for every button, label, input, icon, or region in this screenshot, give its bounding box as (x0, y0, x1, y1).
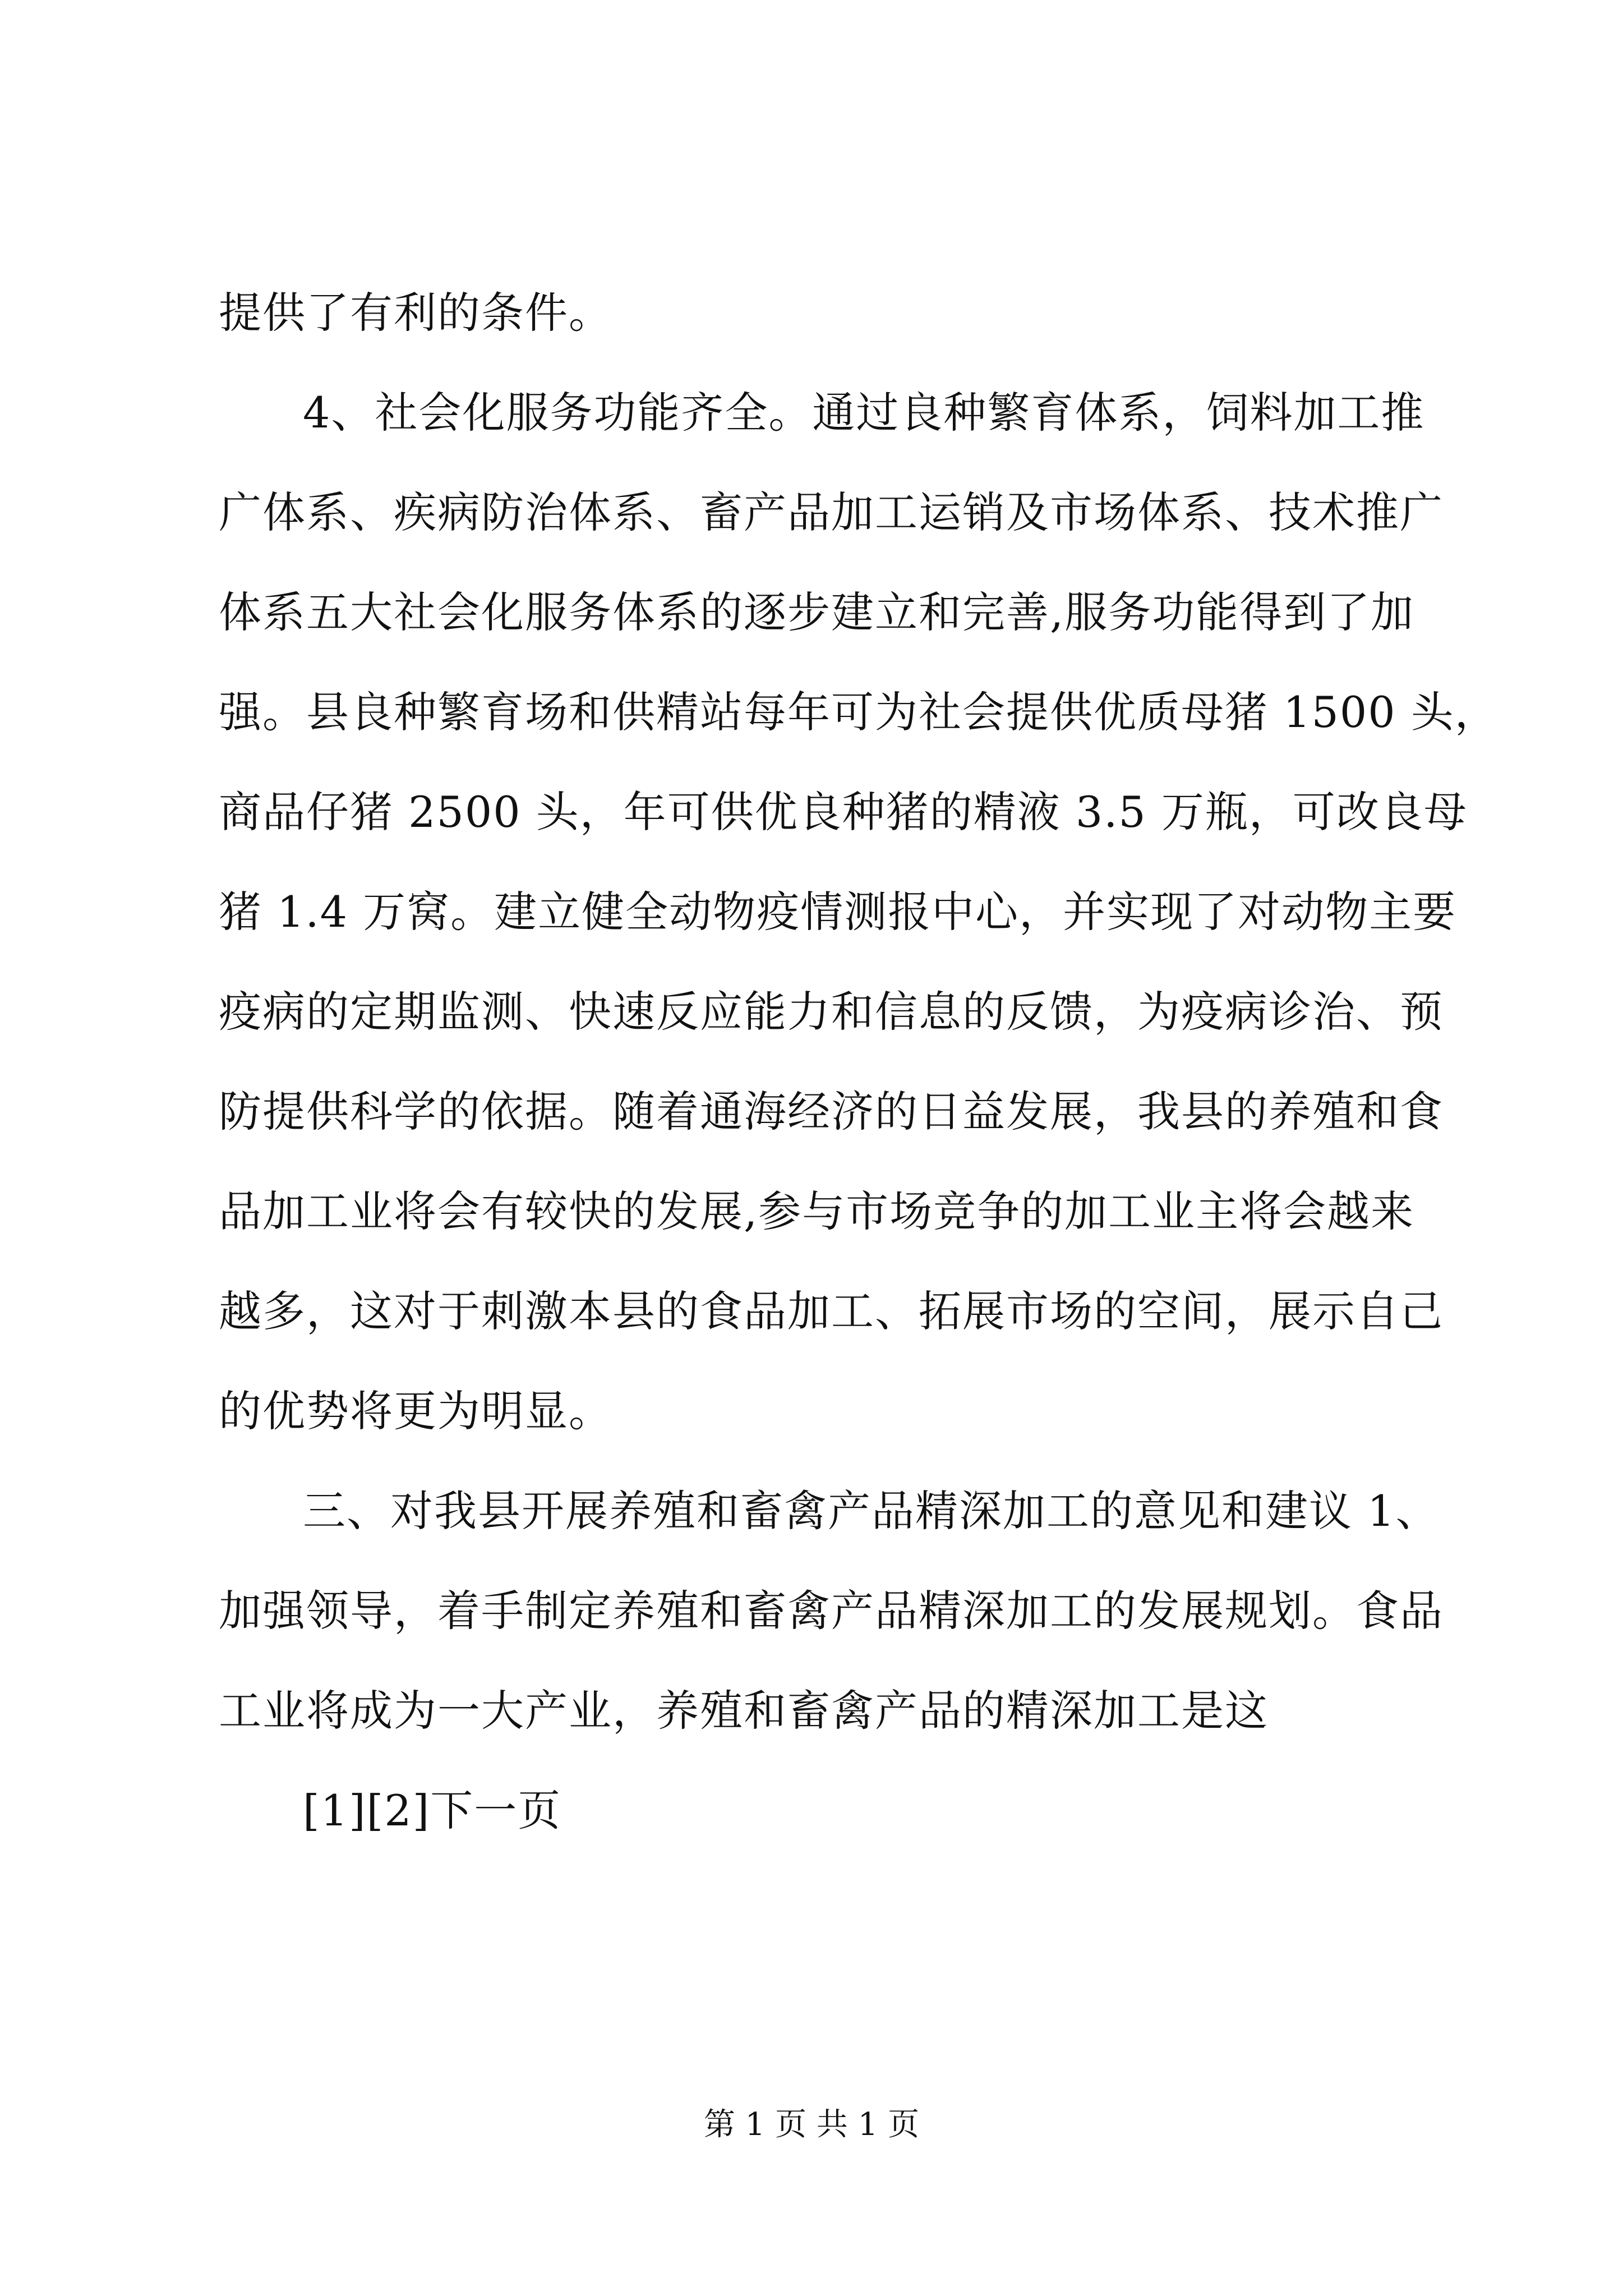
paragraph-line: 商品仔猪 2500 头，年可供优良种猪的精液 3.5 万瓶，可改良母 (219, 787, 1468, 837)
paragraph-line: 强。县良种繁育场和供精站每年可为社会提供优质母猪 1500 头， (219, 687, 1498, 737)
paragraph-line: 猪 1.4 万窝。建立健全动物疫情测报中心，并实现了对动物主要 (219, 887, 1457, 937)
paragraph-line: 4、社会化服务功能齐全。通过良种繁育体系，饲料加工推 (303, 388, 1425, 438)
paragraph-line: 三、对我县开展养殖和畜禽产品精深加工的意见和建议 1、 (303, 1486, 1440, 1536)
paragraph-line: 体系五大社会化服务体系的逐步建立和完善,服务功能得到了加 (219, 587, 1415, 637)
paragraph-line: 疫病的定期监测、快速反应能力和信息的反馈，为疫病诊治、预 (219, 987, 1444, 1037)
paragraph-line: 越多，这对于刺激本县的食品加工、拓展市场的空间，展示自己 (219, 1286, 1444, 1336)
paragraph-line: 提供了有利的条件。 (219, 288, 612, 338)
page-footer: 第 1 页 共 1 页 (703, 2106, 920, 2143)
paragraph-line: 防提供科学的依据。随着通海经济的日益发展，我县的养殖和食 (219, 1087, 1444, 1137)
paragraph-line: 加强领导，着手制定养殖和畜禽产品精深加工的发展规划。食品 (219, 1586, 1444, 1636)
pagination-links[interactable]: [1][2]下一页 (303, 1786, 562, 1835)
paragraph-line: 工业将成为一大产业，养殖和畜禽产品的精深加工是这 (219, 1686, 1269, 1736)
paragraph-line: 广体系、疾病防治体系、畜产品加工运销及市场体系、技术推广 (219, 487, 1444, 537)
paragraph-line: 的优势将更为明显。 (219, 1386, 612, 1436)
paragraph-line: 品加工业将会有较快的发展,参与市场竞争的加工业主将会越来 (219, 1186, 1415, 1236)
